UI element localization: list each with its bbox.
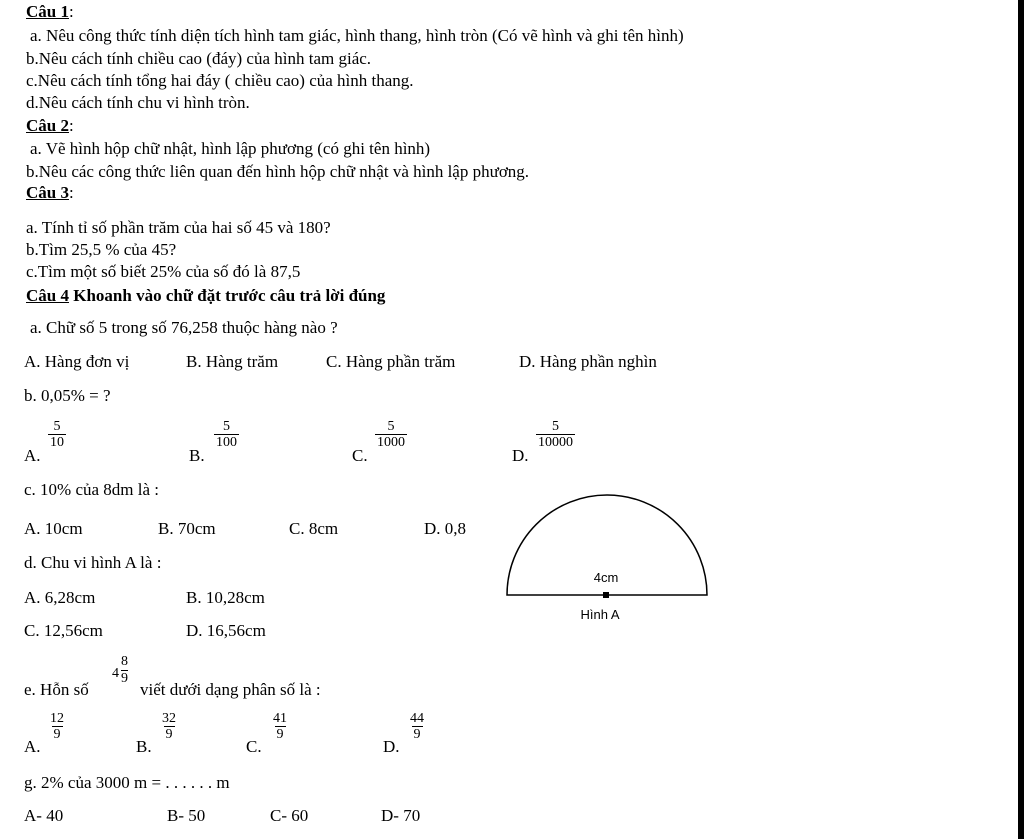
- qb-option-b-letter[interactable]: B.: [189, 446, 205, 465]
- cau1-b: b.Nêu cách tính chiều cao (đáy) của hình tam giác.: [26, 49, 372, 68]
- fraction-denominator: 10: [50, 435, 64, 450]
- qe-option-b-fraction: [160, 711, 178, 742]
- fraction-denominator: 100: [216, 435, 237, 450]
- fraction-denominator: 10000: [538, 435, 573, 450]
- qd-option-d[interactable]: D. 16,56cm: [186, 621, 266, 640]
- qa-option-d[interactable]: D. Hàng phần nghìn: [519, 352, 657, 371]
- qe-mixed-whole: 4: [112, 666, 119, 681]
- qe-question-prefix: e. Hỗn số: [24, 680, 89, 699]
- center-point: [603, 592, 609, 598]
- cau2-title: Câu 2: [26, 116, 69, 135]
- fraction-numerator: 8: [121, 654, 128, 669]
- qg-option-c[interactable]: C- 60: [270, 806, 309, 825]
- qa-option-c[interactable]: C. Hàng phần trăm: [326, 352, 456, 371]
- page-border: [1018, 0, 1024, 839]
- fraction-numerator: 44: [410, 711, 424, 726]
- fraction-denominator: 1000: [377, 435, 405, 450]
- figure-caption: Hình A: [580, 607, 620, 622]
- qb-option-d-letter[interactable]: D.: [512, 446, 529, 465]
- qb-option-c-letter[interactable]: C.: [352, 446, 368, 465]
- cau2-a: a. Vẽ hình hộp chữ nhật, hình lập phương (có ghi tên hình): [30, 139, 431, 158]
- qe-option-d-letter[interactable]: D.: [383, 737, 400, 756]
- fraction-denominator: 9: [276, 727, 284, 742]
- cau1-heading: [26, 2, 74, 22]
- qe-option-a-letter[interactable]: A.: [24, 737, 41, 756]
- cau4-instruction: Khoanh vào chữ đặt trước câu trả lời đúng: [73, 286, 386, 305]
- cau2-b: b.Nêu các công thức liên quan đến hình hộp chữ nhật và hình lập phương.: [26, 162, 530, 181]
- cau3-heading: [26, 183, 74, 203]
- cau1-d: d.Nêu cách tính chu vi hình tròn.: [26, 93, 250, 112]
- qe-option-c-fraction: [271, 711, 289, 742]
- fraction-numerator: 41: [273, 711, 287, 726]
- cau4-title: Câu 4: [26, 286, 69, 305]
- cau2-colon: :: [68, 116, 74, 135]
- qe-option-c-letter[interactable]: C.: [246, 737, 262, 756]
- qc-option-a[interactable]: A. 10cm: [24, 519, 83, 538]
- qg-option-b[interactable]: B- 50: [167, 806, 206, 825]
- cau2-heading: [26, 116, 74, 136]
- qc-option-d[interactable]: D. 0,8: [424, 519, 467, 538]
- cau1-title: Câu 1: [26, 2, 69, 21]
- qb-option-d-fraction: [536, 419, 575, 450]
- cau1-colon: :: [68, 2, 74, 21]
- fraction-denominator: 9: [413, 727, 421, 742]
- qe-option-a-fraction: [48, 711, 66, 742]
- qa-option-b[interactable]: B. Hàng trăm: [186, 352, 279, 371]
- fraction-denominator: 9: [121, 671, 128, 686]
- qg-option-d[interactable]: D- 70: [381, 806, 421, 825]
- cau1-c: c.Nêu cách tính tổng hai đáy ( chiều cao) của hình thang.: [26, 71, 414, 90]
- qe-question-suffix: viết dưới dạng phân số là :: [140, 680, 321, 699]
- qe-mixed-fraction: [121, 654, 128, 687]
- qb-option-a-letter[interactable]: A.: [24, 446, 41, 465]
- qc-question: c. 10% của 8dm là :: [24, 480, 160, 499]
- qg-option-a[interactable]: A- 40: [24, 806, 64, 825]
- qb-question: b. 0,05% = ?: [24, 386, 111, 405]
- qd-question: d. Chu vi hình A là :: [24, 553, 162, 572]
- qg-question: g. 2% của 3000 m = . . . . . . m: [24, 773, 230, 792]
- qa-option-a[interactable]: A. Hàng đơn vị: [24, 352, 130, 371]
- qe-option-b-letter[interactable]: B.: [136, 737, 152, 756]
- cau1-a: a. Nêu công thức tính diện tích hình tam giác, hình thang, hình tròn (Có vẽ hình và ghi tên hình): [30, 26, 684, 45]
- fraction-numerator: 5: [552, 419, 559, 434]
- qa-question: a. Chữ số 5 trong số 76,258 thuộc hàng nào ?: [30, 318, 338, 337]
- qd-option-a[interactable]: A. 6,28cm: [24, 588, 96, 607]
- fraction-numerator: 5: [53, 419, 61, 434]
- fraction-numerator: 5: [223, 419, 230, 434]
- dimension-label: 4cm: [593, 570, 619, 585]
- figure-semicircle: [500, 486, 720, 626]
- qe-option-d-fraction: [408, 711, 426, 742]
- qb-option-a-fraction: [48, 419, 66, 450]
- qc-option-b[interactable]: B. 70cm: [158, 519, 216, 538]
- qb-option-b-fraction: [214, 419, 239, 450]
- fraction-numerator: 12: [50, 711, 64, 726]
- qd-option-c[interactable]: C. 12,56cm: [24, 621, 103, 640]
- qb-option-c-fraction: [375, 419, 407, 450]
- qc-option-c[interactable]: C. 8cm: [289, 519, 339, 538]
- fraction-denominator: 9: [53, 727, 61, 742]
- cau3-c: c.Tìm một số biết 25% của số đó là 87,5: [26, 262, 301, 281]
- cau3-title: Câu 3: [26, 183, 69, 202]
- cau3-a: a. Tính tỉ số phần trăm của hai số 45 và 180?: [26, 218, 331, 237]
- fraction-numerator: 5: [387, 419, 395, 434]
- qd-option-b[interactable]: B. 10,28cm: [186, 588, 265, 607]
- cau3-b: b.Tìm 25,5 % của 45?: [26, 240, 177, 259]
- cau4-heading: [26, 286, 385, 306]
- fraction-numerator: 32: [162, 711, 176, 726]
- cau3-colon: :: [68, 183, 74, 202]
- fraction-denominator: 9: [165, 727, 173, 742]
